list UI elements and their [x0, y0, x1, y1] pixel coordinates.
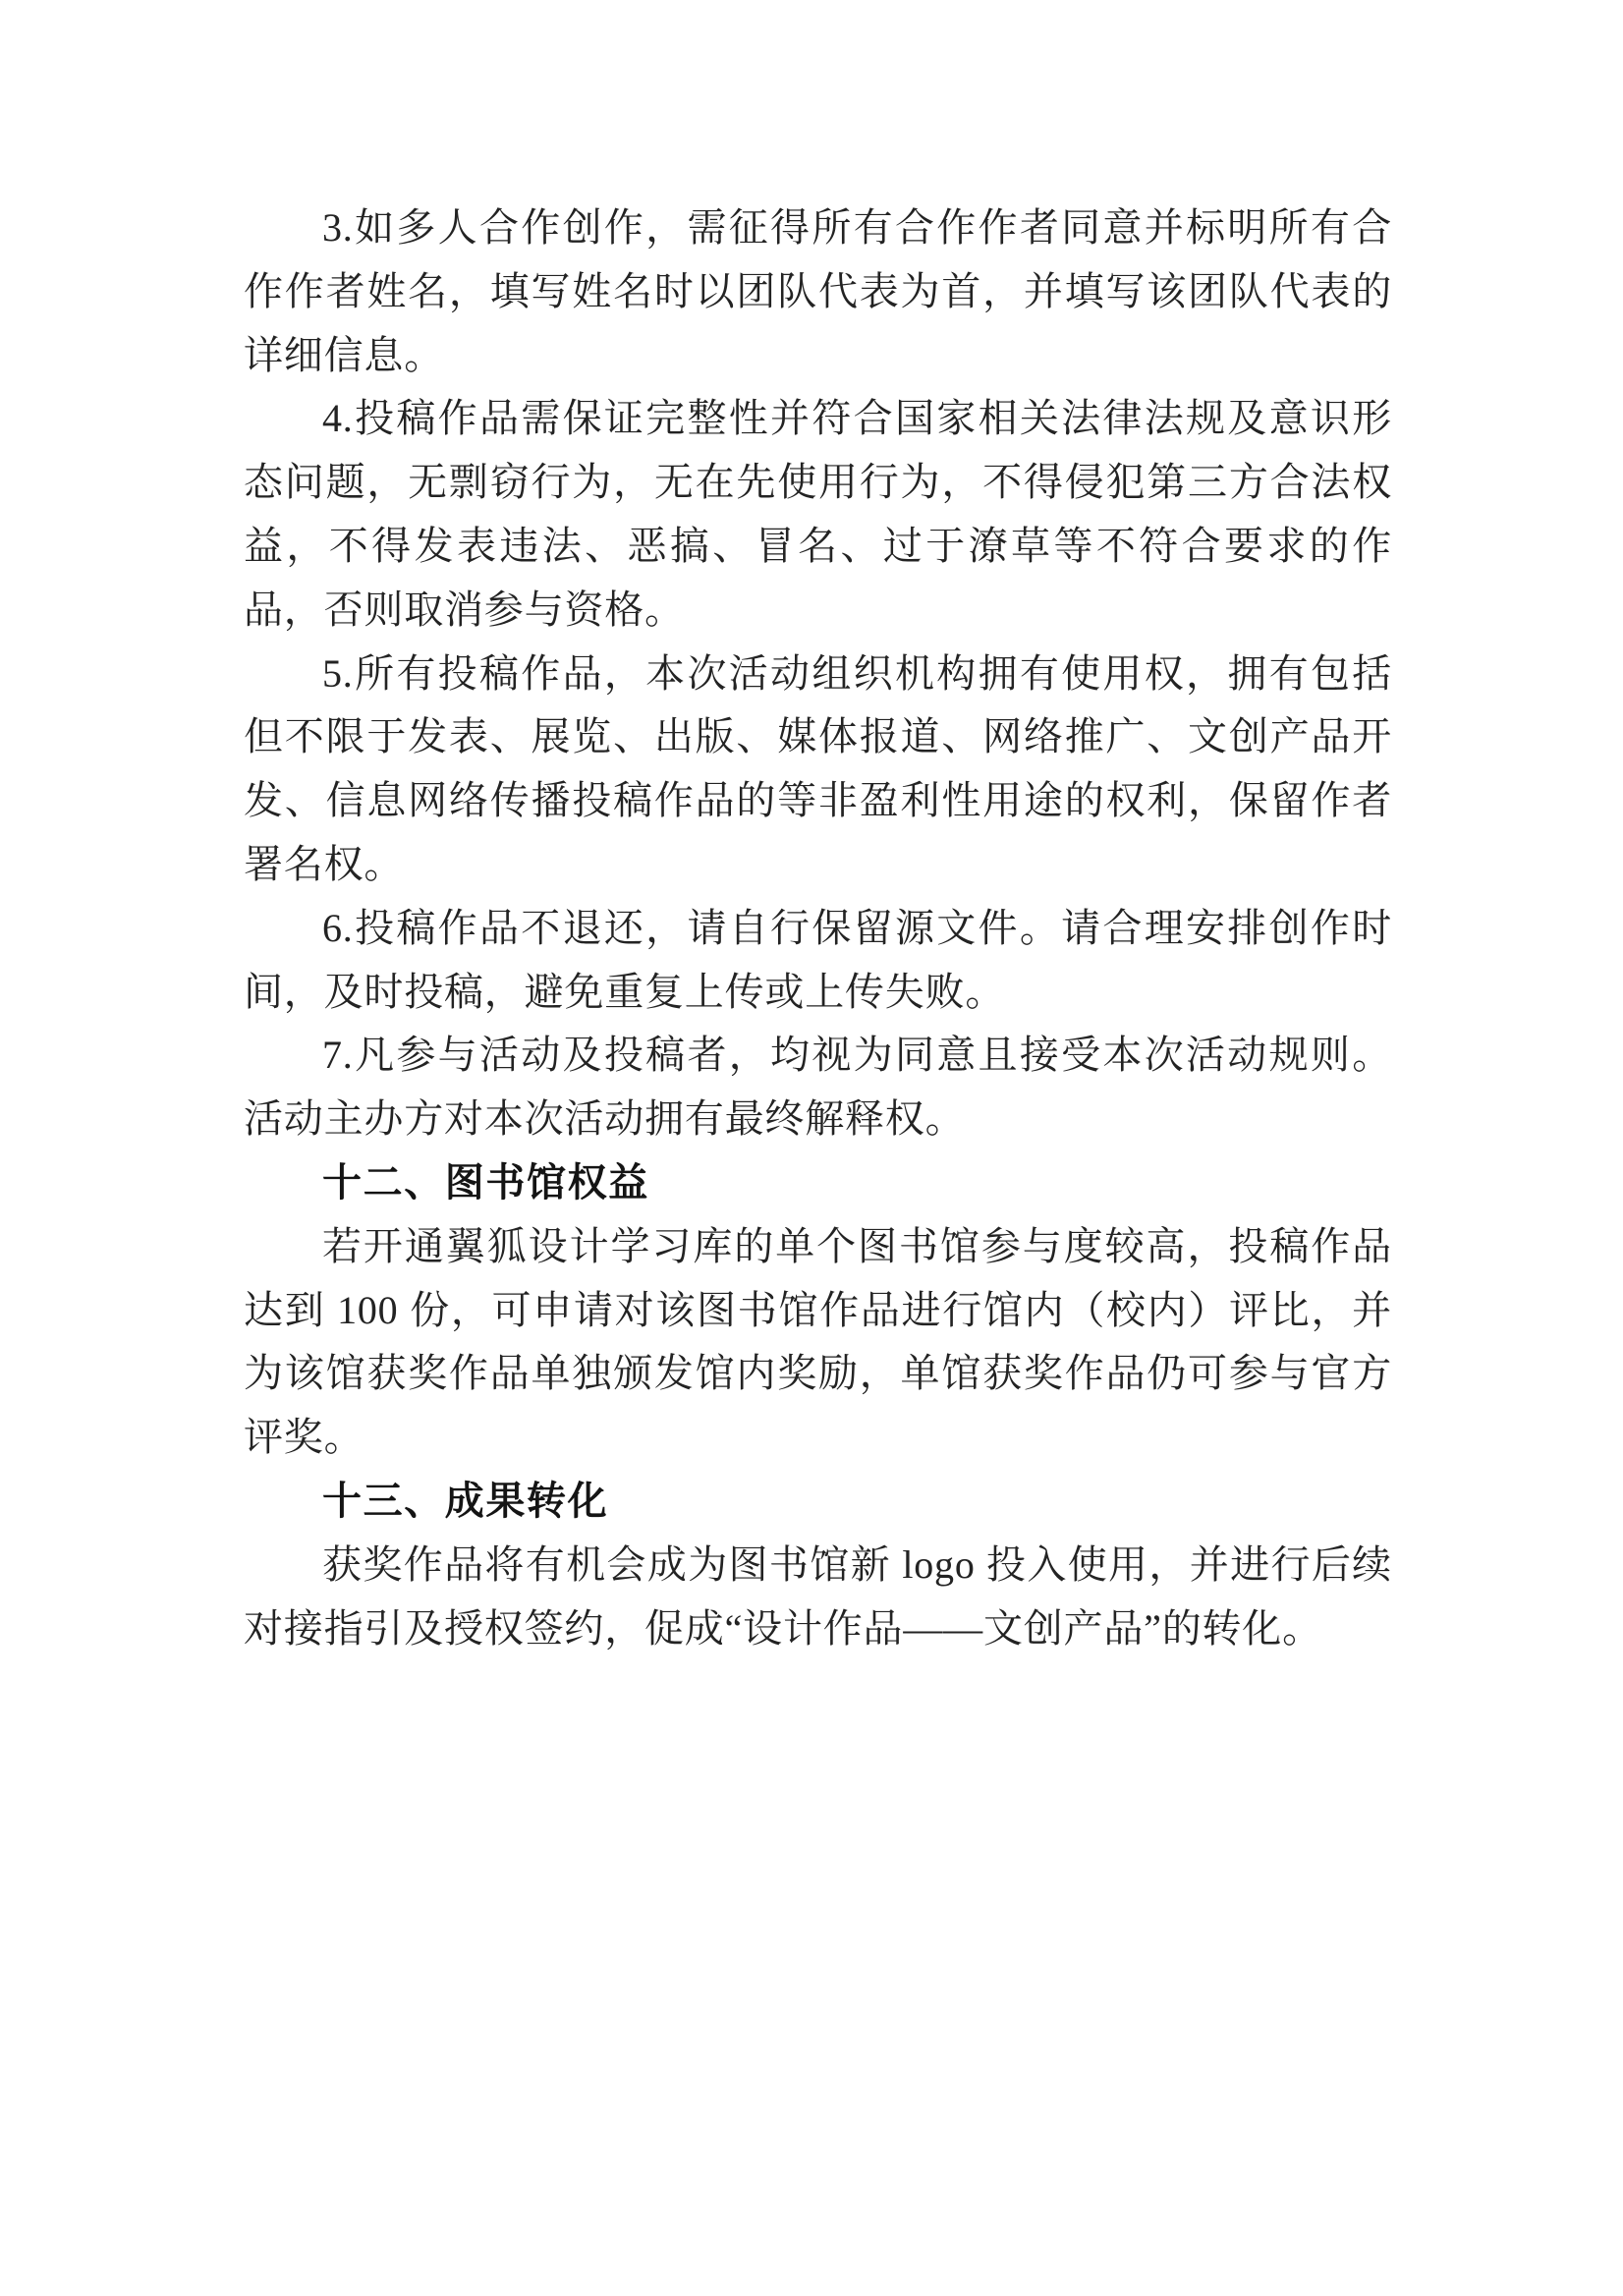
- clause-7: 7.凡参与活动及投稿者，均视为同意且接受本次活动规则。活动主办方对本次活动拥有最终解释权。: [244, 1033, 1392, 1142]
- clause-5: 5.所有投稿作品，本次活动组织机构拥有使用权，拥有包括但不限于发表、展览、出版、媒体报道、网络推广、文创产品开发、信息网络传播投稿作品的等非盈利性用途的权利，保留作者署名权。: [244, 650, 1392, 886]
- clause-6: 6.投稿作品不退还，请自行保留源文件。请合理安排创作时间，及时投稿，避免重复上传或上传失败。: [244, 905, 1392, 1014]
- clause-3: 3.如多人合作创作，需征得所有合作作者同意并标明所有合作作者姓名，填写姓名时以团队代表为首，并填写该团队代表的详细信息。: [244, 205, 1392, 377]
- clause-4: 4.投稿作品需保证完整性并符合国家相关法律法规及意识形态问题，无剽窃行为，无在先使用行为，不得侵犯第三方合法权益，不得发表违法、恶搞、冒名、过于潦草等不符合要求的作品，否则取消参与资格。: [244, 396, 1392, 632]
- achievement-transformation-body: 获奖作品将有机会成为图书馆新 logo 投入使用，并进行后续对接指引及授权签约，促成“设计作品——文创产品”的转化。: [244, 1541, 1392, 1651]
- section-heading-library-rights: 十二、图书馆权益: [322, 1159, 649, 1205]
- document-body: [244, 196, 1392, 1660]
- library-rights-body: 若开通翼狐设计学习库的单个图书馆参与度较高，投稿作品达到 100 份，可申请对该图书馆作品进行馆内（校内）评比，并为该馆获奖作品单独颁发馆内奖励，单馆获奖作品仍可参与官方评奖。: [244, 1223, 1392, 1460]
- section-heading-achievement-transformation: 十三、成果转化: [322, 1478, 609, 1524]
